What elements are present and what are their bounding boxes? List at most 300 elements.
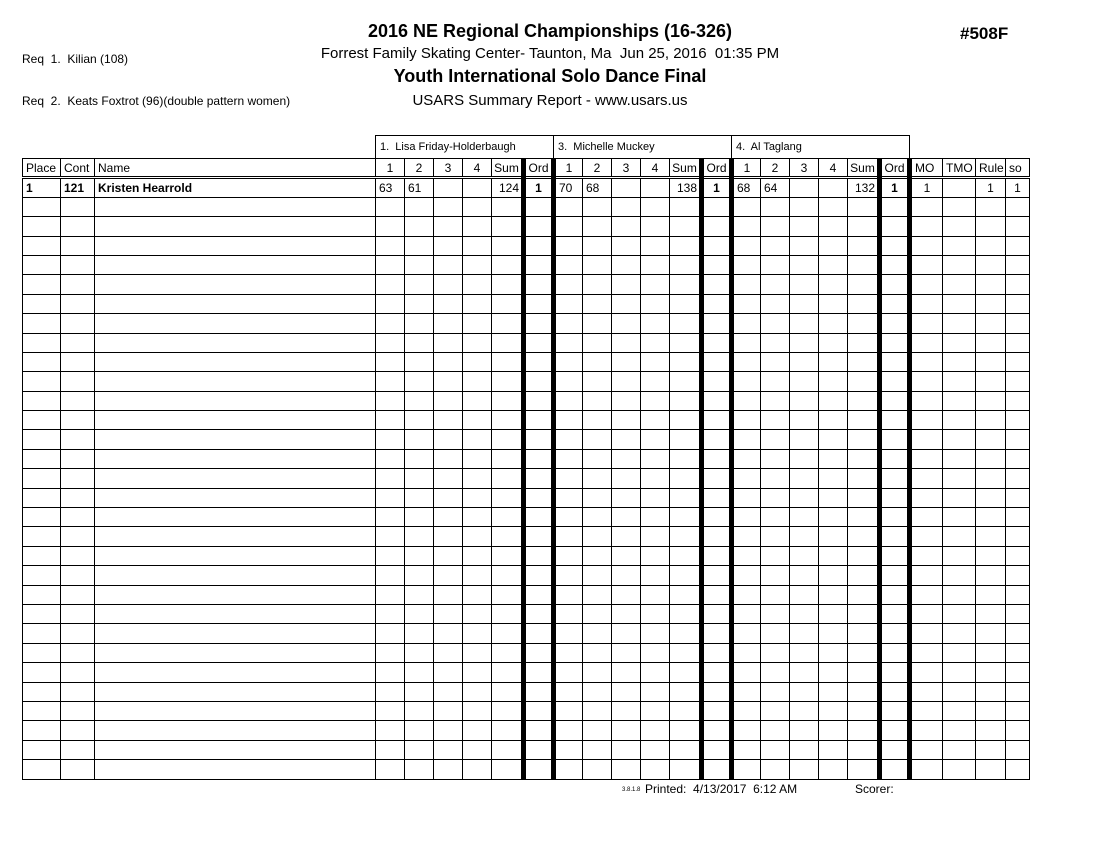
mark-cell: 64 [761, 178, 790, 197]
place-cell [23, 760, 61, 779]
mark-cell [583, 585, 612, 604]
mark-cell [434, 760, 463, 779]
mo-cell [910, 760, 943, 779]
mark-cell [761, 255, 790, 274]
sum-cell [848, 372, 880, 391]
championship-title: 2016 NE Regional Championships (16-326) [367, 21, 733, 41]
tmo-cell [943, 178, 976, 197]
mark-cell [554, 488, 583, 507]
empty-row [23, 275, 1030, 294]
sum-cell [670, 391, 702, 410]
ord-cell [880, 721, 910, 740]
ord-cell [880, 430, 910, 449]
mark-cell [732, 469, 761, 488]
mark-cell [554, 236, 583, 255]
mark-cell [761, 333, 790, 352]
mark-cell [376, 255, 405, 274]
sum-cell [670, 255, 702, 274]
mark-cell [376, 411, 405, 430]
mark-cell [376, 566, 405, 585]
mark-cell [732, 585, 761, 604]
rule-cell [976, 333, 1006, 352]
ord-cell [524, 391, 554, 410]
ord-cell [702, 411, 732, 430]
rule-cell [976, 604, 1006, 623]
mark-cell [554, 275, 583, 294]
mark-cell [790, 333, 819, 352]
mark-cell [761, 508, 790, 527]
mark-cell [819, 604, 848, 623]
mark-cell [819, 178, 848, 197]
mark-cell [554, 585, 583, 604]
empty-row [23, 449, 1030, 468]
mark-cell [819, 740, 848, 759]
mark-cell [819, 391, 848, 410]
name-cell [95, 352, 376, 371]
mark-cell [790, 701, 819, 720]
mark-cell [405, 585, 434, 604]
mark-cell [554, 372, 583, 391]
mo-cell [910, 740, 943, 759]
mark-cell [641, 740, 670, 759]
sum-cell [670, 372, 702, 391]
column-header-mo: MO [910, 159, 943, 178]
mo-cell [910, 585, 943, 604]
mark-cell [583, 197, 612, 216]
sum-cell [492, 391, 524, 410]
tmo-cell [943, 411, 976, 430]
sum-cell [492, 236, 524, 255]
mark-cell [376, 721, 405, 740]
mark-cell [790, 663, 819, 682]
mark-cell [434, 217, 463, 236]
mark-cell [612, 372, 641, 391]
ord-cell [880, 566, 910, 585]
name-cell [95, 255, 376, 274]
mark-cell [819, 488, 848, 507]
scorer-label: Scorer: [855, 782, 894, 796]
mark-cell [405, 604, 434, 623]
name-cell [95, 643, 376, 662]
mo-cell [910, 449, 943, 468]
so-cell [1006, 352, 1030, 371]
mark-cell [612, 352, 641, 371]
mark-cell [819, 294, 848, 313]
mark-cell [612, 314, 641, 333]
so-cell [1006, 527, 1030, 546]
req-line-1: Req 1. Kilian (108) [22, 52, 129, 66]
empty-row [23, 527, 1030, 546]
name-cell [95, 488, 376, 507]
mark-cell [405, 624, 434, 643]
sum-cell [492, 760, 524, 779]
sum-cell [492, 352, 524, 371]
mark-cell: 61 [405, 178, 434, 197]
mark-cell [641, 197, 670, 216]
mark-cell [641, 643, 670, 662]
mark-cell [761, 430, 790, 449]
sum-cell [670, 643, 702, 662]
tmo-cell [943, 508, 976, 527]
cont-cell [61, 372, 95, 391]
mark-cell [376, 624, 405, 643]
event-number: #508F [960, 24, 1009, 43]
mark-cell [819, 701, 848, 720]
mo-cell [910, 236, 943, 255]
mark-cell [405, 760, 434, 779]
sum-cell [492, 624, 524, 643]
name-cell [95, 449, 376, 468]
mo-cell [910, 701, 943, 720]
sum-cell [492, 566, 524, 585]
so-cell [1006, 217, 1030, 236]
sum-cell [670, 197, 702, 216]
mark-cell [641, 566, 670, 585]
judge-header-3: 4. Al Taglang [732, 136, 910, 159]
ord-cell [880, 372, 910, 391]
mark-cell [612, 624, 641, 643]
mo-cell [910, 566, 943, 585]
place-cell [23, 372, 61, 391]
so-cell [1006, 566, 1030, 585]
mark-cell [405, 236, 434, 255]
sum-cell [670, 566, 702, 585]
mark-cell [641, 663, 670, 682]
mark-cell [405, 469, 434, 488]
mark-cell [376, 236, 405, 255]
ord-cell [702, 391, 732, 410]
place-cell [23, 449, 61, 468]
sum-cell [492, 197, 524, 216]
empty-row [23, 682, 1030, 701]
mark-cell [819, 546, 848, 565]
empty-row [23, 333, 1030, 352]
mark-cell [819, 197, 848, 216]
mark-cell [819, 721, 848, 740]
mark-cell [463, 236, 492, 255]
mark-cell [732, 604, 761, 623]
mark-cell [405, 333, 434, 352]
so-cell [1006, 585, 1030, 604]
so-cell [1006, 430, 1030, 449]
name-cell [95, 604, 376, 623]
so-cell [1006, 411, 1030, 430]
so-cell [1006, 197, 1030, 216]
mark-cell [612, 604, 641, 623]
mark-cell [463, 760, 492, 779]
mark-cell [732, 566, 761, 585]
mark-cell [376, 352, 405, 371]
mark-cell [434, 391, 463, 410]
tmo-cell [943, 449, 976, 468]
ord-cell [702, 508, 732, 527]
name-cell [95, 411, 376, 430]
mark-cell [554, 449, 583, 468]
ord-cell [524, 449, 554, 468]
mark-cell [732, 294, 761, 313]
mark-cell [376, 449, 405, 468]
name-cell [95, 217, 376, 236]
rule-cell [976, 469, 1006, 488]
mark-cell [761, 760, 790, 779]
mark-cell [732, 663, 761, 682]
ord-cell [880, 740, 910, 759]
mark-cell [583, 275, 612, 294]
mark-cell [819, 333, 848, 352]
mark-cell [641, 372, 670, 391]
mark-cell [405, 682, 434, 701]
mark-cell [463, 391, 492, 410]
name-cell [95, 508, 376, 527]
rule-cell [976, 682, 1006, 701]
cont-cell [61, 255, 95, 274]
sum-cell [670, 411, 702, 430]
column-header-cont: Cont [61, 159, 95, 178]
mark-cell [554, 682, 583, 701]
mark-cell [732, 527, 761, 546]
judge-header-spacer-left [23, 136, 376, 159]
column-header-so: so [1006, 159, 1030, 178]
mark-cell [434, 508, 463, 527]
mark-cell [819, 682, 848, 701]
mark-cell [732, 643, 761, 662]
cont-cell [61, 294, 95, 313]
mo-cell [910, 624, 943, 643]
tmo-cell [943, 314, 976, 333]
mark-cell [761, 643, 790, 662]
tmo-cell [943, 585, 976, 604]
mark-cell [612, 663, 641, 682]
mo-cell [910, 721, 943, 740]
mark-cell [463, 178, 492, 197]
mark-cell [434, 352, 463, 371]
mark-cell [641, 546, 670, 565]
mo-cell [910, 333, 943, 352]
mark-cell [583, 255, 612, 274]
mark-cell [434, 721, 463, 740]
mark-cell [463, 449, 492, 468]
so-cell [1006, 469, 1030, 488]
mark-cell [819, 663, 848, 682]
place-cell [23, 527, 61, 546]
mark-cell [376, 469, 405, 488]
mark-cell [463, 469, 492, 488]
mark-cell [463, 508, 492, 527]
mark-cell [790, 721, 819, 740]
ord-cell [880, 236, 910, 255]
mo-cell [910, 604, 943, 623]
mark-cell [732, 197, 761, 216]
cont-cell [61, 314, 95, 333]
ord-cell [524, 294, 554, 313]
mark-cell [434, 740, 463, 759]
empty-row [23, 294, 1030, 313]
mark-cell [790, 624, 819, 643]
sum-cell [848, 604, 880, 623]
sum-cell [848, 701, 880, 720]
mark-cell [641, 469, 670, 488]
mark-cell [790, 391, 819, 410]
event-title: Youth International Solo Dance Final [393, 66, 707, 86]
rule-cell [976, 352, 1006, 371]
ord-cell [880, 275, 910, 294]
mark-cell [583, 566, 612, 585]
mark-cell [790, 546, 819, 565]
name-cell [95, 236, 376, 255]
rule-cell [976, 197, 1006, 216]
mark-cell [583, 411, 612, 430]
sum-cell [848, 682, 880, 701]
ord-cell [880, 411, 910, 430]
cont-cell [61, 391, 95, 410]
mark-cell [434, 682, 463, 701]
ord-cell [880, 643, 910, 662]
mark-cell [790, 352, 819, 371]
ord-cell [702, 255, 732, 274]
mo-cell [910, 372, 943, 391]
mark-cell [463, 624, 492, 643]
judge-header-2: 3. Michelle Muckey [554, 136, 732, 159]
tmo-cell [943, 701, 976, 720]
so-cell [1006, 721, 1030, 740]
mark-cell [732, 721, 761, 740]
ord-cell [702, 469, 732, 488]
mark-cell [583, 372, 612, 391]
mark-cell [583, 760, 612, 779]
mark-cell [583, 449, 612, 468]
place-cell [23, 488, 61, 507]
column-header-name: Name [95, 159, 376, 178]
sum-cell [848, 624, 880, 643]
name-cell [95, 372, 376, 391]
mark-cell [463, 604, 492, 623]
name-cell [95, 585, 376, 604]
mark-cell [641, 352, 670, 371]
tmo-cell [943, 236, 976, 255]
sum-cell [848, 236, 880, 255]
place-cell [23, 391, 61, 410]
mo-cell [910, 255, 943, 274]
mark-cell [434, 372, 463, 391]
sum-cell [670, 294, 702, 313]
mark-cell [463, 663, 492, 682]
mark-cell [612, 430, 641, 449]
mark-cell [612, 760, 641, 779]
sum-cell [848, 643, 880, 662]
mark-cell [434, 585, 463, 604]
ord-cell [524, 488, 554, 507]
ord-cell [524, 682, 554, 701]
mark-cell [761, 527, 790, 546]
name-cell [95, 430, 376, 449]
cont-cell [61, 449, 95, 468]
sum-cell [492, 411, 524, 430]
mark-cell [641, 294, 670, 313]
column-header-judge2-4: 4 [641, 159, 670, 178]
ord-cell: 1 [702, 178, 732, 197]
mark-cell [583, 740, 612, 759]
ord-cell [880, 760, 910, 779]
result-row [23, 178, 1030, 197]
sum-cell [670, 275, 702, 294]
sum-cell [492, 217, 524, 236]
mark-cell [819, 566, 848, 585]
mark-cell [554, 411, 583, 430]
sum-cell [670, 469, 702, 488]
ord-cell [702, 314, 732, 333]
mark-cell [463, 682, 492, 701]
empty-row [23, 604, 1030, 623]
place-cell [23, 585, 61, 604]
mark-cell [732, 701, 761, 720]
sum-cell [848, 275, 880, 294]
mark-cell [761, 604, 790, 623]
mark-cell [819, 469, 848, 488]
mark-cell [583, 294, 612, 313]
mark-cell [376, 333, 405, 352]
results-table [22, 135, 1030, 780]
mo-cell [910, 197, 943, 216]
ord-cell [524, 624, 554, 643]
sum-cell [492, 430, 524, 449]
mark-cell [463, 740, 492, 759]
ord-cell: 1 [880, 178, 910, 197]
rule-cell [976, 585, 1006, 604]
mark-cell: 68 [583, 178, 612, 197]
mark-cell [463, 488, 492, 507]
mark-cell [612, 585, 641, 604]
mark-cell [405, 508, 434, 527]
mark-cell [732, 624, 761, 643]
mark-cell [761, 566, 790, 585]
mark-cell [583, 643, 612, 662]
mo-cell [910, 294, 943, 313]
so-cell [1006, 508, 1030, 527]
ord-cell [880, 197, 910, 216]
ord-cell [702, 760, 732, 779]
mark-cell [641, 488, 670, 507]
sum-cell [670, 585, 702, 604]
mark-cell [732, 740, 761, 759]
sum-cell [492, 449, 524, 468]
mark-cell [790, 760, 819, 779]
ord-cell [702, 275, 732, 294]
place-cell [23, 624, 61, 643]
mark-cell [583, 624, 612, 643]
ord-cell [524, 604, 554, 623]
mark-cell [583, 352, 612, 371]
column-header-tmo: TMO [943, 159, 976, 178]
so-cell [1006, 663, 1030, 682]
sum-cell [670, 701, 702, 720]
so-cell [1006, 372, 1030, 391]
mo-cell [910, 546, 943, 565]
mark-cell [376, 314, 405, 333]
mark-cell [732, 682, 761, 701]
sum-cell [492, 333, 524, 352]
mark-cell [583, 701, 612, 720]
empty-row [23, 469, 1030, 488]
mark-cell [790, 275, 819, 294]
column-header-judge3-ord: Ord [880, 159, 910, 178]
sum-cell [848, 508, 880, 527]
sum-cell [492, 604, 524, 623]
tmo-cell [943, 197, 976, 216]
mark-cell [463, 275, 492, 294]
empty-row [23, 663, 1030, 682]
sum-cell [492, 682, 524, 701]
cont-cell [61, 236, 95, 255]
